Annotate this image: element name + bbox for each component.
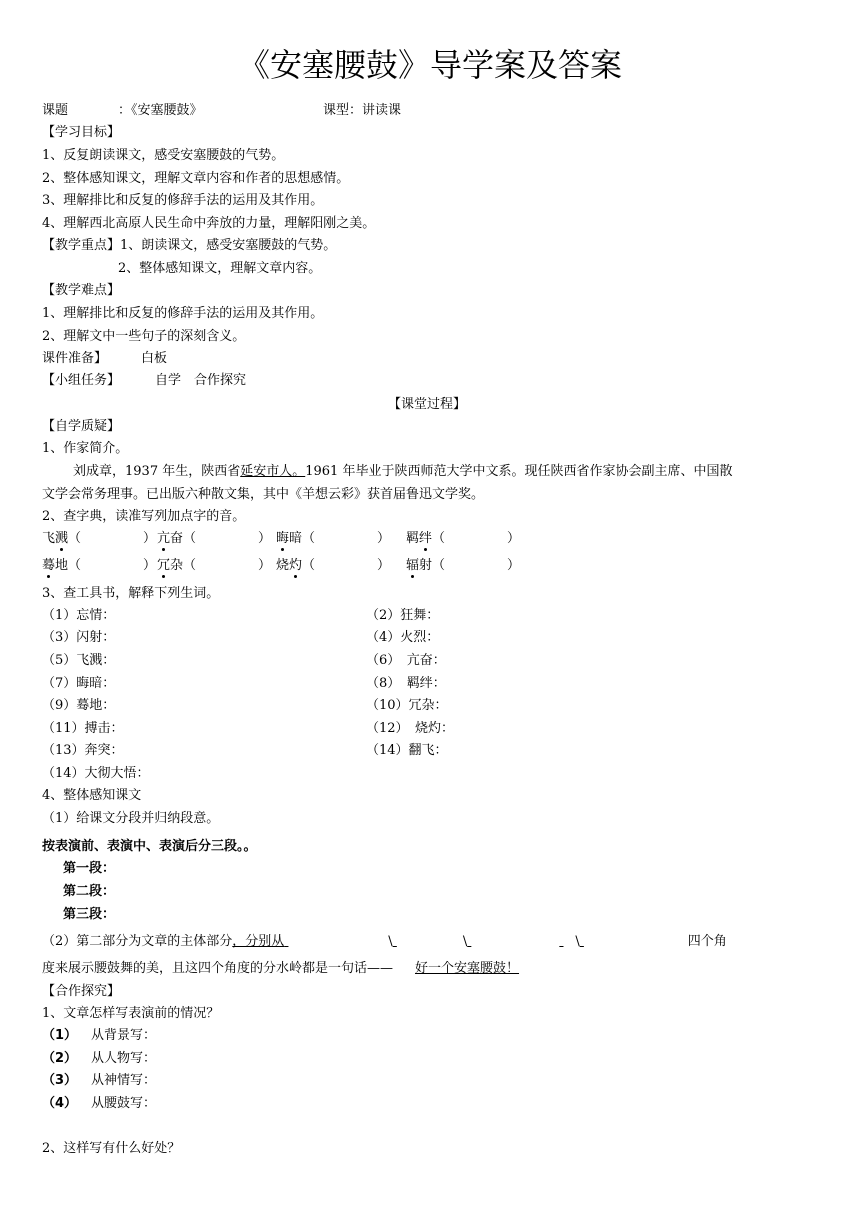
q4-2-text: ，分别从: [232, 934, 285, 949]
cooperate-item: （2） 从人物写：: [42, 1051, 157, 1066]
answer-blank: [580, 933, 688, 951]
vocab-item: （4）火烈：: [366, 630, 440, 645]
group-label: 【小组任务】: [42, 373, 121, 388]
question-4-1: （1）给课文分段并归纳段意。: [42, 811, 220, 826]
question-3: 3、查工具书，解释下列生词。: [42, 586, 220, 601]
word-item: 羁绊（ ）: [406, 531, 521, 546]
goal-item: 2、整体感知课文，理解文章内容和作者的思想感情。: [42, 171, 350, 186]
key-points-line: 2、整体感知课文，理解文章内容。: [118, 261, 322, 276]
bio-place: 延安市人。: [240, 464, 306, 479]
paragraph-label: 第一段：: [63, 861, 116, 876]
difficulty-item: 2、理解文中一些句子的深刻含义。: [42, 329, 246, 344]
cooperate-item: （3） 从神情写：: [42, 1073, 157, 1088]
vocab-item: （13）奔突：: [42, 743, 124, 758]
word-item: 蓦地（ ）: [42, 558, 157, 573]
vocab-item: （14）大彻大悟：: [42, 766, 150, 781]
question-4-2-cont: [42, 960, 519, 978]
lesson-type: 课型：讲读课: [323, 103, 402, 118]
cooperate-item: （1） 从背景写：: [42, 1028, 157, 1043]
process-heading: 【课堂过程】: [388, 397, 467, 412]
vocab-item: （3）闪射：: [42, 630, 116, 645]
word-item: 晦暗（ ）: [276, 531, 391, 546]
vocab-item: （11）搏击：: [42, 721, 124, 736]
bio-text: 文学会常务理事。已出版六种散文集，其中《羊想云彩》获首届鲁迅文学奖。: [42, 487, 485, 502]
answer-blank: [467, 933, 555, 951]
cooperate-item: （4） 从腰鼓写：: [42, 1096, 157, 1111]
vocab-item: （14）翻飞：: [366, 743, 448, 758]
q4-2-text: （2）第二部分为文章的主体部分: [42, 934, 233, 949]
goal-item: 4、理解西北高原人民生命中奔放的力量，理解阳刚之美。: [42, 216, 376, 231]
q4-2-text: 度来展示腰鼓舞的美，且这四个角度的分水岭都是一句话——: [42, 961, 394, 976]
prep-label: 课件准备】: [42, 351, 108, 366]
goals-heading: 【学习目标】: [42, 125, 121, 140]
vocab-item: （1）忘情：: [42, 608, 116, 623]
difficulties-heading: 【教学难点】: [42, 283, 121, 298]
word-item: 飞溅（ ）: [42, 531, 157, 546]
subject-label: 课题: [42, 103, 69, 118]
document-title: 《安塞腰鼓》导学案及答案: [237, 46, 622, 84]
q4-2-text: 四个角: [687, 934, 727, 949]
cooperate-question-2: 2、这样写有什么好处？: [42, 1141, 181, 1156]
self-study-heading: 【自学质疑】: [42, 419, 121, 434]
goal-item: 1、反复朗读课文，感受安塞腰鼓的气势。: [42, 148, 285, 163]
vocab-item: （6） 亢奋：: [366, 653, 446, 668]
question-2: 2、查字典，读准写列加点字的音。: [42, 509, 246, 524]
paragraph-label: 第三段：: [63, 907, 116, 922]
vocab-item: （7）晦暗：: [42, 676, 116, 691]
subject-value: ：《安塞腰鼓》: [118, 103, 203, 118]
question-4-2: （2）第二部分为文章的主体部分，分别从 \ \ \ 四个角: [42, 934, 727, 949]
cooperate-heading: 【合作探究】: [42, 984, 121, 999]
author-bio: [73, 463, 732, 481]
vocab-item: （8） 羁绊：: [366, 676, 446, 691]
bio-text: 1961 年毕业于陕西师范大学中文系。现任陕西省作家协会副主席、中国散: [305, 464, 733, 479]
word-item: 辐射（ ）: [406, 558, 521, 573]
division-answer: 按表演前、表演中、表演后分三段。。: [42, 839, 257, 854]
vocab-item: （5）飞溅：: [42, 653, 116, 668]
answer-blank: [284, 933, 388, 951]
word-item: 亢奋（ ）: [157, 531, 272, 546]
vocab-item: （12） 烧灼：: [366, 721, 455, 736]
prep-value: 白板: [141, 351, 168, 366]
word-item: 烧灼（ ）: [276, 558, 391, 573]
vocab-item: （2）狂舞：: [366, 608, 440, 623]
question-4: 4、整体感知课文: [42, 788, 142, 803]
question-1: 1、作家简介。: [42, 441, 129, 456]
q4-2-answer: 好一个安塞腰鼓！: [415, 961, 520, 976]
answer-blank: [559, 933, 575, 951]
vocab-item: （10）冗杂：: [366, 698, 448, 713]
group-value: 自学 合作探究: [155, 373, 247, 388]
goal-item: 3、理解排比和反复的修辞手法的运用及其作用。: [42, 193, 324, 208]
paragraph-label: 第二段：: [63, 884, 116, 899]
key-points-line: 【教学重点】1、朗读课文，感受安塞腰鼓的气势。: [42, 238, 337, 253]
bio-text: 刘成章，1937 年生，陕西省: [73, 464, 241, 479]
vocab-item: （9）蓦地：: [42, 698, 116, 713]
answer-blank: [393, 933, 459, 951]
cooperate-question-1: 1、文章怎样写表演前的情况？: [42, 1006, 220, 1021]
difficulty-item: 1、理解排比和反复的修辞手法的运用及其作用。: [42, 306, 324, 321]
word-item: 冗杂（ ）: [157, 558, 272, 573]
